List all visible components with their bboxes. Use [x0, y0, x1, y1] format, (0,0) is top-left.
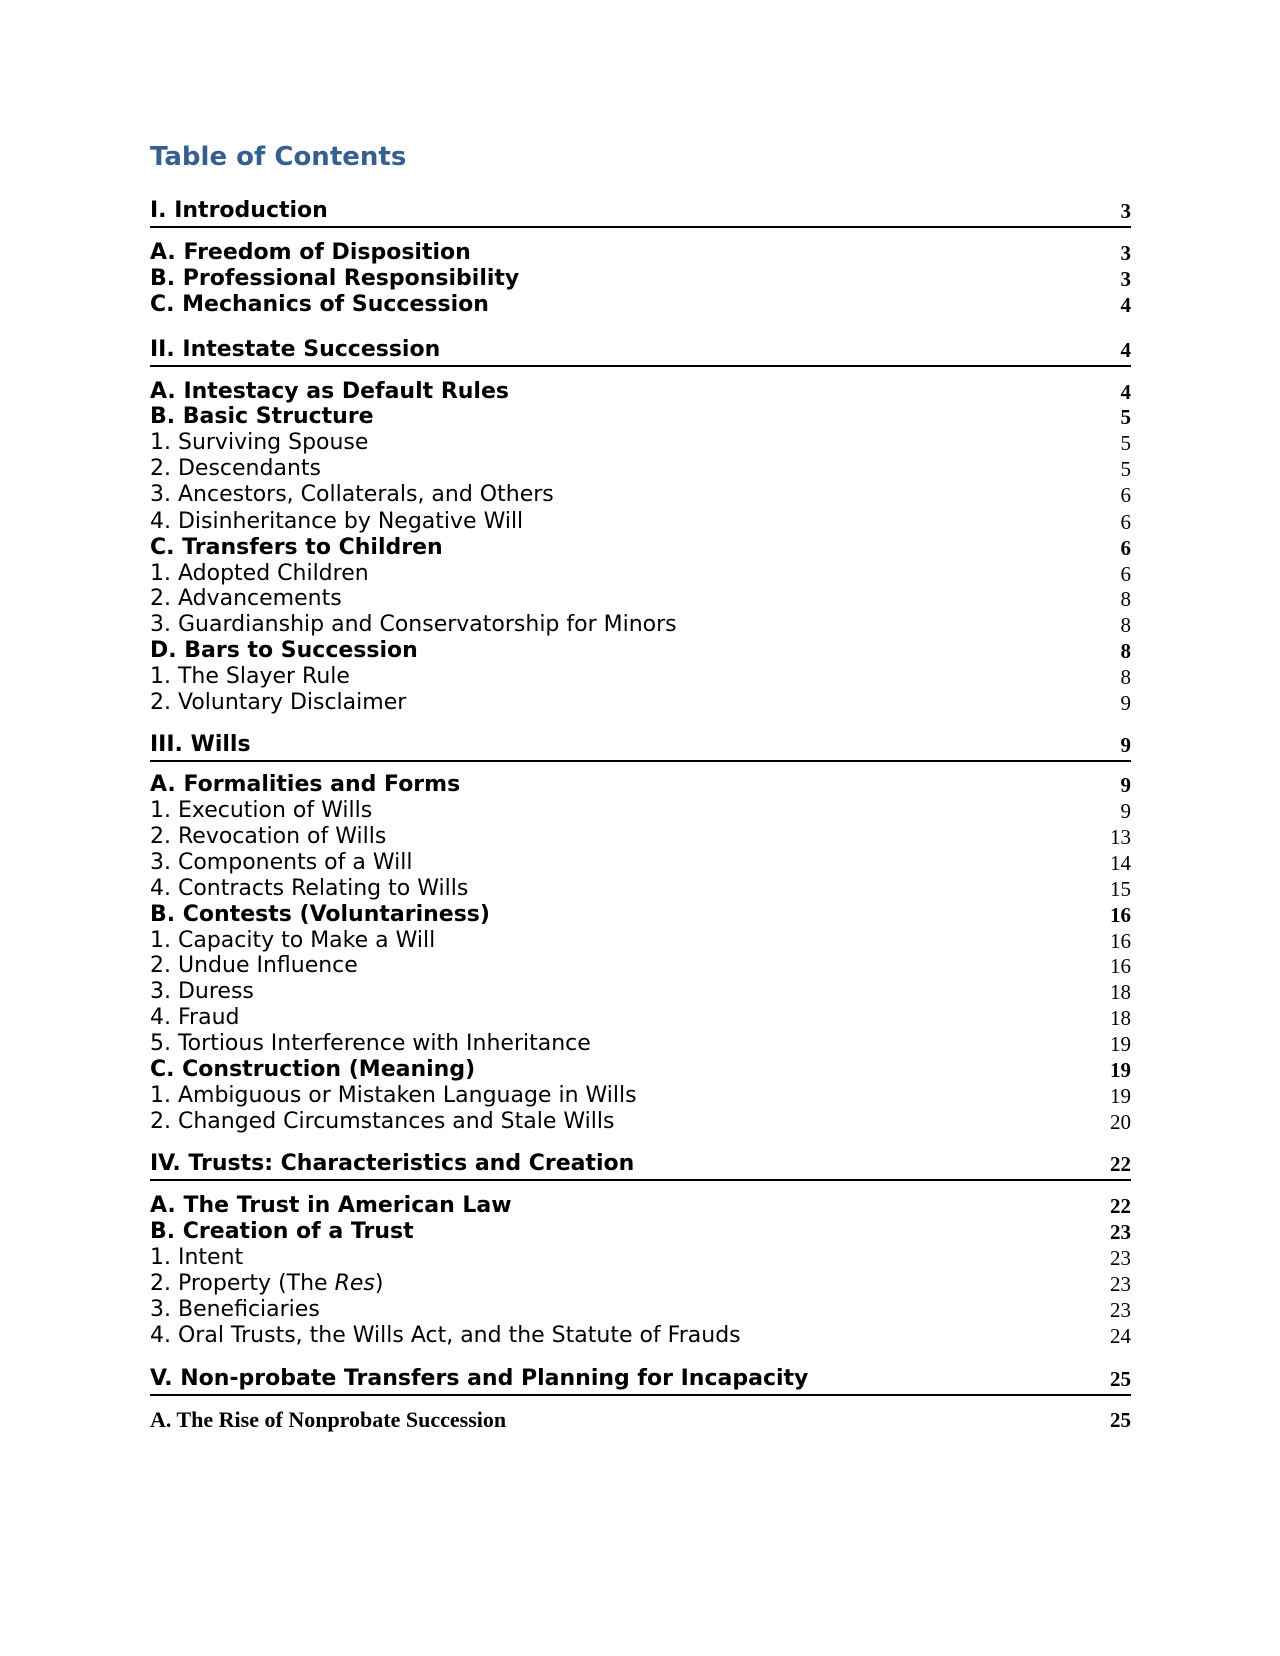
toc-item[interactable] — [150, 1320, 1131, 1347]
toc-item[interactable] — [150, 1268, 1131, 1295]
toc-item[interactable] — [150, 687, 1131, 714]
toc-page-number: 23 — [1110, 1272, 1131, 1296]
toc-label: C. Transfers to Children — [150, 535, 443, 560]
toc-subsection[interactable] — [150, 1404, 1131, 1431]
toc-page-number: 5 — [1120, 405, 1131, 429]
toc-page-number: 8 — [1120, 587, 1131, 611]
toc-item[interactable] — [150, 976, 1131, 1003]
toc-page-number: 8 — [1120, 665, 1131, 689]
toc-label: 1. The Slayer Rule — [150, 664, 350, 689]
toc-page-number: 3 — [1120, 199, 1131, 223]
toc-page-number: 6 — [1120, 510, 1131, 534]
toc-section[interactable] — [150, 731, 1131, 762]
toc-label: V. Non-probate Transfers and Planning for Incapacity — [150, 1366, 809, 1391]
toc-page-number: 13 — [1110, 825, 1131, 849]
toc-label: 2. Voluntary Disclaimer — [150, 690, 407, 715]
toc-label: I. Introduction — [150, 198, 328, 223]
toc-page-number: 20 — [1110, 1110, 1131, 1134]
toc-label: 1. Surviving Spouse — [150, 430, 369, 455]
toc-label: 3. Duress — [150, 979, 254, 1004]
toc-label: IV. Trusts: Characteristics and Creation — [150, 1151, 635, 1176]
toc-item[interactable] — [150, 558, 1131, 585]
toc-item[interactable] — [150, 873, 1131, 900]
toc-item[interactable] — [150, 795, 1131, 822]
toc-page-number: 19 — [1110, 1058, 1131, 1082]
toc-label-italic: Res — [334, 1271, 375, 1296]
toc-page-number: 8 — [1120, 613, 1131, 637]
toc-subsection[interactable] — [150, 1190, 1131, 1217]
toc-label: 2. Undue Influence — [150, 953, 358, 978]
toc-item[interactable] — [150, 479, 1131, 506]
toc-item[interactable] — [150, 609, 1131, 636]
toc-label: A. The Rise of Nonprobate Succession — [150, 1407, 507, 1432]
toc-label: 4. Fraud — [150, 1005, 240, 1030]
toc-label: 4. Disinheritance by Negative Will — [150, 509, 524, 534]
toc-subsection[interactable] — [150, 289, 1131, 316]
toc-label: B. Contests (Voluntariness) — [150, 902, 490, 927]
toc-subsection[interactable] — [150, 769, 1131, 796]
toc-page-number: 3 — [1120, 241, 1131, 265]
toc-label: 4. Oral Trusts, the Wills Act, and the Statute of Frauds — [150, 1323, 741, 1348]
toc-subsection[interactable] — [150, 263, 1131, 290]
toc-page-number: 16 — [1110, 903, 1131, 927]
toc-label: 1. Ambiguous or Mistaken Language in Wills — [150, 1083, 637, 1108]
toc-page-number: 4 — [1120, 338, 1131, 362]
toc-item[interactable] — [150, 1294, 1131, 1321]
toc-page-number: 18 — [1110, 980, 1131, 1004]
toc-item[interactable] — [150, 950, 1131, 977]
toc-page-number: 18 — [1110, 1006, 1131, 1030]
toc-page-number: 8 — [1120, 639, 1131, 663]
toc-item[interactable] — [150, 427, 1131, 454]
toc-label: 4. Contracts Relating to Wills — [150, 876, 469, 901]
toc-page-number: 5 — [1120, 457, 1131, 481]
toc-label: 5. Tortious Interference with Inheritance — [150, 1031, 591, 1056]
toc-label: 1. Execution of Wills — [150, 798, 373, 823]
toc-label: 3. Beneficiaries — [150, 1297, 320, 1322]
toc-item[interactable] — [150, 661, 1131, 688]
toc-label-suffix: ) — [374, 1271, 384, 1296]
toc-label: C. Construction (Meaning) — [150, 1057, 476, 1082]
toc-page-number: 19 — [1110, 1084, 1131, 1108]
toc-label: 2. Descendants — [150, 456, 321, 481]
toc-label: 1. Capacity to Make a Will — [150, 928, 436, 953]
toc-subsection[interactable] — [150, 1054, 1131, 1081]
toc-label: 1. Intent — [150, 1245, 244, 1270]
toc-subsection[interactable] — [150, 532, 1131, 559]
toc-label: A. Formalities and Forms — [150, 772, 461, 797]
toc-item[interactable] — [150, 847, 1131, 874]
toc-page-number: 6 — [1120, 536, 1131, 560]
toc-item[interactable] — [150, 1080, 1131, 1107]
toc-item[interactable] — [150, 506, 1131, 533]
toc-page-number: 25 — [1110, 1408, 1131, 1432]
toc-label: 3. Guardianship and Conservatorship for Minors — [150, 612, 677, 637]
page-title: Table of Contents — [150, 142, 407, 172]
toc-item[interactable] — [150, 1106, 1131, 1133]
toc-label: 3. Ancestors, Collaterals, and Others — [150, 482, 554, 507]
toc-label: C. Mechanics of Succession — [150, 292, 489, 317]
toc-subsection[interactable] — [150, 401, 1131, 428]
toc-subsection[interactable] — [150, 899, 1131, 926]
toc-section[interactable] — [150, 1365, 1131, 1396]
toc-page-number: 22 — [1110, 1194, 1131, 1218]
toc-label: II. Intestate Succession — [150, 337, 441, 362]
toc-page-number: 5 — [1120, 431, 1131, 455]
toc-item[interactable] — [150, 1002, 1131, 1029]
toc-item[interactable] — [150, 821, 1131, 848]
toc-label-prefix: 2. Property (The — [150, 1271, 335, 1296]
toc-page-number: 6 — [1120, 483, 1131, 507]
toc-label: B. Basic Structure — [150, 404, 374, 429]
toc-page-number: 16 — [1110, 954, 1131, 978]
toc-page-number: 14 — [1110, 851, 1131, 875]
toc-subsection[interactable] — [150, 376, 1131, 403]
toc-label: 1. Adopted Children — [150, 561, 369, 586]
toc-page-number: 23 — [1110, 1220, 1131, 1244]
toc-page-number: 19 — [1110, 1032, 1131, 1056]
toc-page-number: 4 — [1120, 380, 1131, 404]
toc-page-number: 24 — [1110, 1324, 1131, 1348]
toc-page-number: 23 — [1110, 1246, 1131, 1270]
toc-page-number: 3 — [1120, 267, 1131, 291]
toc-label: 2. Changed Circumstances and Stale Wills — [150, 1109, 615, 1134]
toc-page-number: 9 — [1120, 733, 1131, 757]
toc-page-number: 9 — [1120, 773, 1131, 797]
toc-label: 2. Advancements — [150, 586, 342, 611]
toc-label: A. Intestacy as Default Rules — [150, 379, 509, 404]
toc-item[interactable] — [150, 583, 1131, 610]
toc-item[interactable] — [150, 1242, 1131, 1269]
toc-item[interactable] — [150, 1028, 1131, 1055]
toc-label: A. The Trust in American Law — [150, 1193, 512, 1218]
toc-subsection[interactable] — [150, 237, 1131, 264]
toc-label: 3. Components of a Will — [150, 850, 413, 875]
toc-page-number: 9 — [1120, 691, 1131, 715]
toc-page-number: 9 — [1120, 799, 1131, 823]
toc-page-number: 23 — [1110, 1298, 1131, 1322]
toc-page-number: 16 — [1110, 929, 1131, 953]
toc-label: B. Creation of a Trust — [150, 1219, 414, 1244]
toc-section[interactable] — [150, 336, 1131, 367]
toc-section[interactable] — [150, 197, 1131, 228]
toc-page-number: 4 — [1120, 293, 1131, 317]
toc-item[interactable] — [150, 453, 1131, 480]
toc-page-number: 15 — [1110, 877, 1131, 901]
toc-label: A. Freedom of Disposition — [150, 240, 471, 265]
toc-label: III. Wills — [150, 732, 251, 757]
toc-item[interactable] — [150, 925, 1131, 952]
toc-label: 2. Revocation of Wills — [150, 824, 387, 849]
toc-subsection[interactable] — [150, 635, 1131, 662]
toc-page-number: 6 — [1120, 562, 1131, 586]
toc-label: D. Bars to Succession — [150, 638, 418, 663]
toc-page-number: 22 — [1110, 1152, 1131, 1176]
toc-page-number: 25 — [1110, 1367, 1131, 1391]
toc-section[interactable] — [150, 1150, 1131, 1181]
toc-label — [150, 1273, 383, 1295]
toc-label: B. Professional Responsibility — [150, 266, 520, 291]
toc-subsection[interactable] — [150, 1216, 1131, 1243]
